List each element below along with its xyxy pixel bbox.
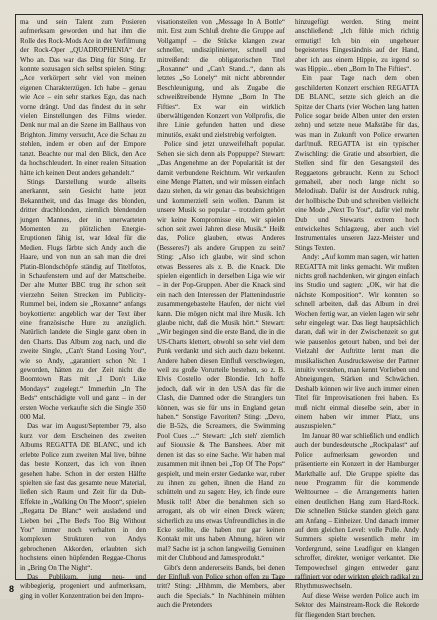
paragraph: Ein paar Tage nach dem oben geschilderten Konzert erschien REGATTA DE BLANC, setzte sich gleich an die Spitze der Charts (vier Wochen lang hatten Police sogar beide Alben unter den ersten zehn) und setzte neue Maßstäbe für das, was man in Zukunft von Police erwarten darf/muß. REGATTA ist ein typischer Zwischling: die Gratie und absorbiert, die Stellen sind für den Gesangsteil des Reggaetons gebraucht. Kenn zu Schocl gemaheil, aber noch lange nicht so Melodiuab. Dafür ist der Ausdruck ruhig, der hollbische Dub und schreiben vielleicht eine Mode „Next To You“, dafür viel mehr Dub und Stewarts extrem hoch entwickeltes Schlagzeug, aber auch viel Instrumentales unseren Jazz-Meister und Stings Texten. [295, 74, 419, 252]
paragraph: Im Januar 80 war schließlich und endlich auch der bundesdeutsche „Rockpalast“ auf Police aufmerksam geworden und präsentierte ein Konzert in der Hamburger Markthalle auf. Die Gruppe spielte das neue Programm für die kommende Welttournee – die Arrangements hatten einen deutlichen Hang zum Hard-Rock. Die schnellen Stücke standen gleich ganz am Anfang – Einheizer. Und danach immer auf dem gleichen Level: volle Pulle. Andy Summers spielte wesentlich mehr im Vordergrund, seine Leadfigur en klangen schroffer, direkter, weniger verkantet. Die Tempowechsel gingen entweder ganz raffiniert vor oder wirkten gleich radikal zu Rhythmuswechseln. [295, 431, 419, 591]
article-frame [15, 14, 423, 619]
paragraph: hinzugefügt werden. Sting meint anschließend: „Ich fühle mich richtig ermutigt! Ich bin ein ungeheuer begeistertes Eingeständnis auf der Hand, aber ich aus einem Hippie, zu irgend so was Hippie... eben „Born In The Fifties“. [295, 18, 419, 74]
paragraph: Auf diese Weise werden Police auch im Sektor des Mainstream-Rock die Rekorde für fliegenden Start brechen. [295, 591, 419, 619]
page-number: 8 [9, 584, 15, 594]
text-column-2 [157, 18, 285, 610]
paragraph: Gibt's denn andererseits Bands, bei denen der Einfluß von Police schon offen zu Tage tritt? Sting: „Hhhmm, die Members, aber auch die Specials.“ In Nachhinein mühten auch die Pretenders [157, 563, 285, 610]
paragraph: Stings Darstellung wurde allseits anerkannt, sein Gesicht hatte jetzt Bekanntheit, und das Image des blonden, dritter drachblonden, ziemlich blendenden jungen Mannes, der in unerwarteten Momenten zu plötzlichen Energie-Eruptionen fähig ist, war Ideal für die Medien. Flugs färbte sich Andy auch die Haare, und von nun an sah man die drei Platin-Blondschöpfe ständig auf Titelfotos, in Schaufenstern und auf der Mattscheibe. Der alte Mutter BBC trug ihr schon seit vierzehn Seiten Strecken im Publicity-Rummel bei, indem sie „Roxanne“ anfangs boykottierte: angeblich war der Text über eine französische Hure zu anzüglich. Natürlich landete die Single ganz oben in den Charts. Das Album zog nach, und die zweite Single, „Can't Stand Losing You“, wie so Andy, „garantiert schon Nr. 1 geworden, hätten zu der Zeit nicht die Boomtown Rats mit „I Don't Like Mondays“ zugelegt.“ Immerhin „In The Beds“ entschädigte voll und ganz – in der ersten Woche verkaufte sich die Single 350 000 Mal. [20, 177, 146, 422]
paragraph: Das Publikum, jung neu- und wibbegierig, progeniert und aufmerksam, ging in voller Konzentration bei den Impro- [20, 572, 146, 600]
paragraph: visationsteilen von „Message In A Bottle“ mit. Erst zum Schluß drehte die Gruppe auf Vollgampf – die Stücke klangen zwar schneller, undisziplinierter, schnell und mitreißend: die obligatorischen Titel „Roxanne“ und „Can't Stand...“, dann als letztes „So Lonely“ mit nicht abbrennder Beschleunigung, und als Zugabe die schweißtreibende Hymne „Born In The Fifties“. Ex war ein wirklich überwältigenden Konzert von Vollprofis, die ihre Linie gefunden hatten und diese minutiös, exakt und zielstrebig verfolgten. [157, 18, 285, 139]
paragraph: Andy: „Auf komm man sagen, wir hatten REGATTA mit links gemacht. Wir mußten nichts groß nachdenken, wir gingen einfach ins Studio und sagten: „OK, wir hat die nächste Komposition“. Wir konnten so schnell arbeiten, daß das Album in drei Wochen fertig war, an vielen lagen wir sehr sehr eingelegt war. Das liegt hauptsächlich daran, daß wir in der Zwischenzeit so gut wie pausenlos getourt haben, und bei der Vielzahl der Auftritte lernt man die musikalischen Ausdrucksweise der Partner intuitiv verstehen, man kennt Vorlieben und Abneigungen, Stärken und Schwächen. Deshalb können wir live auch immer einen Titel für Improvisationen frei haben. Es muß nicht einmal dieselbe sein, aber in einem haben wir immer Platz, uns auszuspielen.“ [295, 253, 419, 431]
paragraph: Das war im August/September 79, also kurz vor dem Erscheinen des zweiten Albums REGATTA DE BLANC, und ich erlebte Police zum zweiten Mal live, bühne das beste Konzert, das ich von ihnen gesehen habe. Schon in der ersten Hälfte spielten sie fast das gesamte neue Material, ließen sich Raum und Zeit für da Dub-Effekte in „Walking On The Moon“, spielen „Regatta De Blanc“ weit ausladend und Lieben bei „The Bed's Too Big Without You“ immer noch verhalten in den komplexen Strukturen von Andys gebrochenen Akkorden, erlaubten sich hochstens einen hüpfenden Reggae-Chorus in „Bring On The Night“. [20, 422, 146, 572]
text-column-1 [20, 18, 146, 600]
text-column-3 [295, 18, 419, 619]
paragraph: Police sind jetzt unzweifelhaft popular. Sehen sie sich denn als Poppuppe? Stewart: „Das Angenehme an der Popularität ist der damit verbundene Reichtum. Wir verkaufen eine Menge Platten, und wir müssen einfach dazu stehen, da wir genau das beabsichtigen und kommerziell sein wollen. Darum ist unsere Musik so popular – trotzdem gehört wir keine Kompromisse ein, wir spielen schon seit zwei Jahren diese Musik.“ Heißt das, Police glauben, etwas Anderes (Besseres?) als andere Gruppen zu sein? Sting: „Also ich glaube, wir sind schon etwas Besseres als z. B. die Knack. Die spielen eigentlich in derselben Liga wie wir – in der Pop-Gruppen. Aber die Knack sind ein nach den Interessen der Plattenindustrie zusammengebastelte Haufen, der nicht viel kann. Die mögen nicht mal ihre Musik. Ich glaube nicht, daß die Musik hört.“ Stewart: „Wir begingen sind die erste Band, die in die US-Charts klettert, obwohl so sehr viel dem Punk verdankt und sich auch dazu bekennt. Andere haben diesen Einfluß verschwiegen, weil zu große Vorurteile bestehen, so z. B. Elvis Costello oder Blondie. Ich hoffe jedoch, daß wir in den USA das für die Clash, die Damned oder die Stranglers tun können, was sie für uns in England getan haben.“ Sonstige Favoriten? Sting: „Devo, die B-52s, die Screamers, die Swimming Pool Cues ...“ Stewart: „Ich steh' ziemlich auf Siouxsie & The Banshees. Aber mit denen ist das so eine Sache. Wir haben mal zusammen mit ihnen bei „Top Of The Pops“ gespielt, und mein erster Gedanke war, ruber zu ihnen zu gehen, ihnen die Hand zu schütteln und zu sagen: Hey, ich finde eure Musik toll! Aber die benahmen sich so arrogant, als ob wir einen Dreck wären; sicherlich zu uns etwas Unfreundliches in die Ecke stellte, die haben nur gar keinen Kontakt mit uns haben Ahnung, hören wir mal? Sache ist ja schon langweilig Genuinen mit der Clubhoud and Jamesprodukt.“ [157, 140, 285, 563]
paragraph: ma und sein Talent zum Posieren aufmerksam geworden und hat ihm die Rolle des Rock-Mods Ace in der Verfilmung der Rock-Oper „QUADROPHENIA“ der Who an. Das war das Ding für Sting. Er konnte sozusagen sich selbst spielen. Sting: „Ace verkörpert sehr viel von meinen eigenen Charakterzügen. Ich habe – genau wie Ace – ein sehr starkes Ego, das nach vorne drängt. Und das findest du in sehr vielen Einstellungen des Films wieder. Denk nur mal an die Szene im Ballhaus von Brighton. Jimmy versucht, Ace die Schau zu stehlen, indem er oben auf der Empore tanzt. Beachte nur mal den Blick, den Ace da hochschleudert. In einer realen Situation hätte ich keinen Deut anders gehandelt.“ [20, 18, 146, 177]
